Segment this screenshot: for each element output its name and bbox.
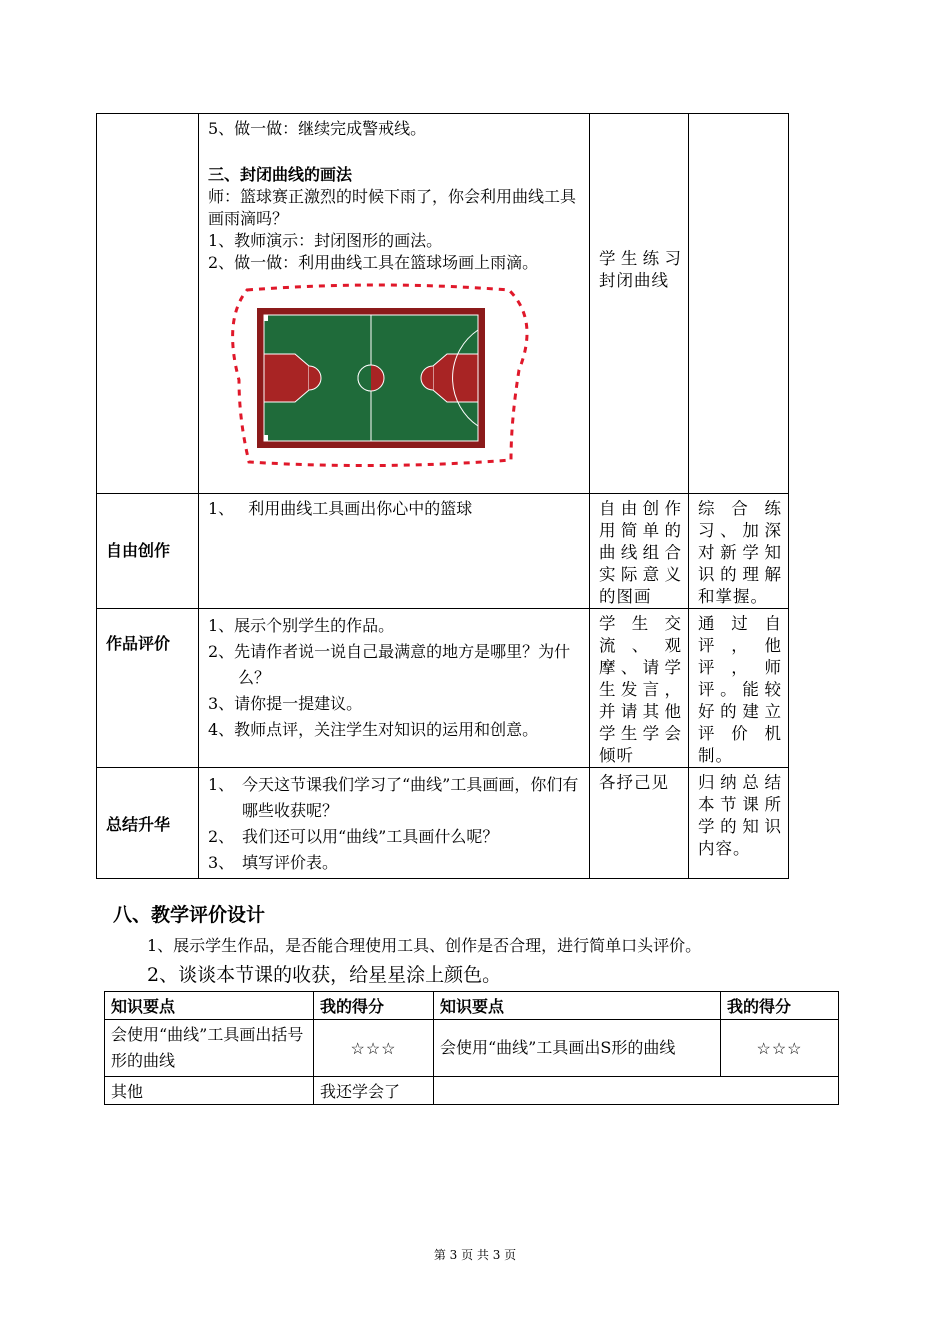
list-item — [208, 772, 581, 824]
list-number: 1、 — [208, 499, 235, 518]
list-number: 3、 — [208, 853, 235, 872]
item1-text: 1、教师演示：封闭图形的画法。 — [208, 231, 443, 250]
star-rating[interactable]: ☆☆☆ — [314, 1020, 434, 1077]
phase-cell — [97, 768, 199, 879]
list-text: 利用曲线工具画出你心中的篮球 — [248, 499, 473, 518]
phase-cell — [97, 494, 199, 609]
phase-label: 总结升华 — [106, 814, 171, 834]
student-activity-text: 学生交流、观摩、请学生发言，并请其他学生学会倾听 — [599, 614, 682, 765]
student-activity-text: 学生练习封闭曲线 — [599, 249, 682, 290]
student-cell — [590, 609, 689, 768]
other-label: 其他 — [105, 1077, 314, 1105]
basketball-court-illustration — [219, 280, 539, 470]
list-item: 3、请你提一提建议。 — [208, 694, 363, 713]
intent-text: 通过自评，他评，师评。能较好的建立评价机制。 — [698, 614, 782, 765]
list-item — [208, 850, 581, 876]
list-text: 今天这节课我们学习了“曲线”工具画画，你们有哪些收获呢？ — [242, 775, 579, 820]
header-score: 我的得分 — [721, 992, 839, 1020]
list-text: 我们还可以用“曲线”工具画什么呢？ — [242, 827, 499, 846]
intent-text: 综合练习、加深对新学知识的理解和掌握。 — [698, 499, 782, 606]
intent-cell — [689, 494, 789, 609]
intent-cell — [689, 768, 789, 879]
list-number: 2、 — [208, 827, 235, 846]
intent-cell — [689, 609, 789, 768]
evaluation-line-2: 2、谈谈本节课的收获，给星星涂上颜色。 — [147, 964, 502, 986]
left-key — [264, 354, 309, 402]
intent-text — [689, 114, 788, 118]
teacher-line: 师：篮球赛正激烈的时候下雨了，你会利用曲线工具画雨滴吗？ — [208, 187, 577, 228]
content-cell — [199, 114, 590, 494]
knowledge-point: 会使用“曲线”工具画出括号形的曲线 — [105, 1020, 314, 1077]
phase-cell — [97, 609, 199, 768]
list-number: 1、 — [208, 775, 235, 794]
lesson-table — [96, 113, 789, 879]
list-text: 填写评价表。 — [242, 853, 339, 872]
student-cell — [590, 768, 689, 879]
content-cell — [199, 768, 590, 879]
list-item: 1、展示个别学生的作品。 — [208, 616, 395, 635]
student-activity-text: 自由创作用简单的曲线组合实际意义的图画 — [599, 499, 682, 606]
phase-cell-empty — [97, 114, 199, 494]
intent-text: 归纳总结本节课所学的知识内容。 — [698, 773, 782, 858]
intent-cell — [689, 114, 789, 494]
section-heading: 八、教学评价设计 — [113, 904, 266, 926]
header-knowledge: 知识要点 — [105, 992, 314, 1020]
list-item: 2、先请作者说一说自己最满意的地方是哪里？为什么？ — [208, 642, 571, 687]
phase-label: 作品评价 — [106, 634, 171, 653]
star-rating[interactable]: ☆☆☆ — [721, 1020, 839, 1077]
learned-field[interactable] — [434, 1077, 839, 1105]
list-item — [208, 824, 581, 850]
header-score: 我的得分 — [314, 992, 434, 1020]
step5-text: 5、做一做：继续完成警戒线。 — [208, 119, 427, 138]
page-footer: 第 3 页 共 3 页 — [433, 1248, 517, 1262]
student-activity-text: 各抒己见 — [599, 773, 669, 792]
content-cell — [199, 494, 590, 609]
student-cell — [590, 114, 689, 494]
header-knowledge: 知识要点 — [434, 992, 721, 1020]
section-title: 三、封闭曲线的画法 — [208, 165, 353, 184]
knowledge-point: 会使用“曲线”工具画出S形的曲线 — [434, 1020, 721, 1077]
phase-label: 自由创作 — [106, 541, 171, 560]
evaluation-line-1: 1、展示学生作品，是否能合理使用工具、创作是否合理，进行简单口头评价。 — [147, 936, 702, 955]
student-cell — [590, 494, 689, 609]
self-assessment-table — [104, 991, 839, 1105]
list-item: 4、教师点评，关注学生对知识的运用和创意。 — [208, 720, 539, 739]
item2-text: 2、做一做：利用曲线工具在篮球场画上雨滴。 — [208, 253, 539, 272]
learned-label: 我还学会了 — [314, 1077, 434, 1105]
content-cell — [199, 609, 590, 768]
